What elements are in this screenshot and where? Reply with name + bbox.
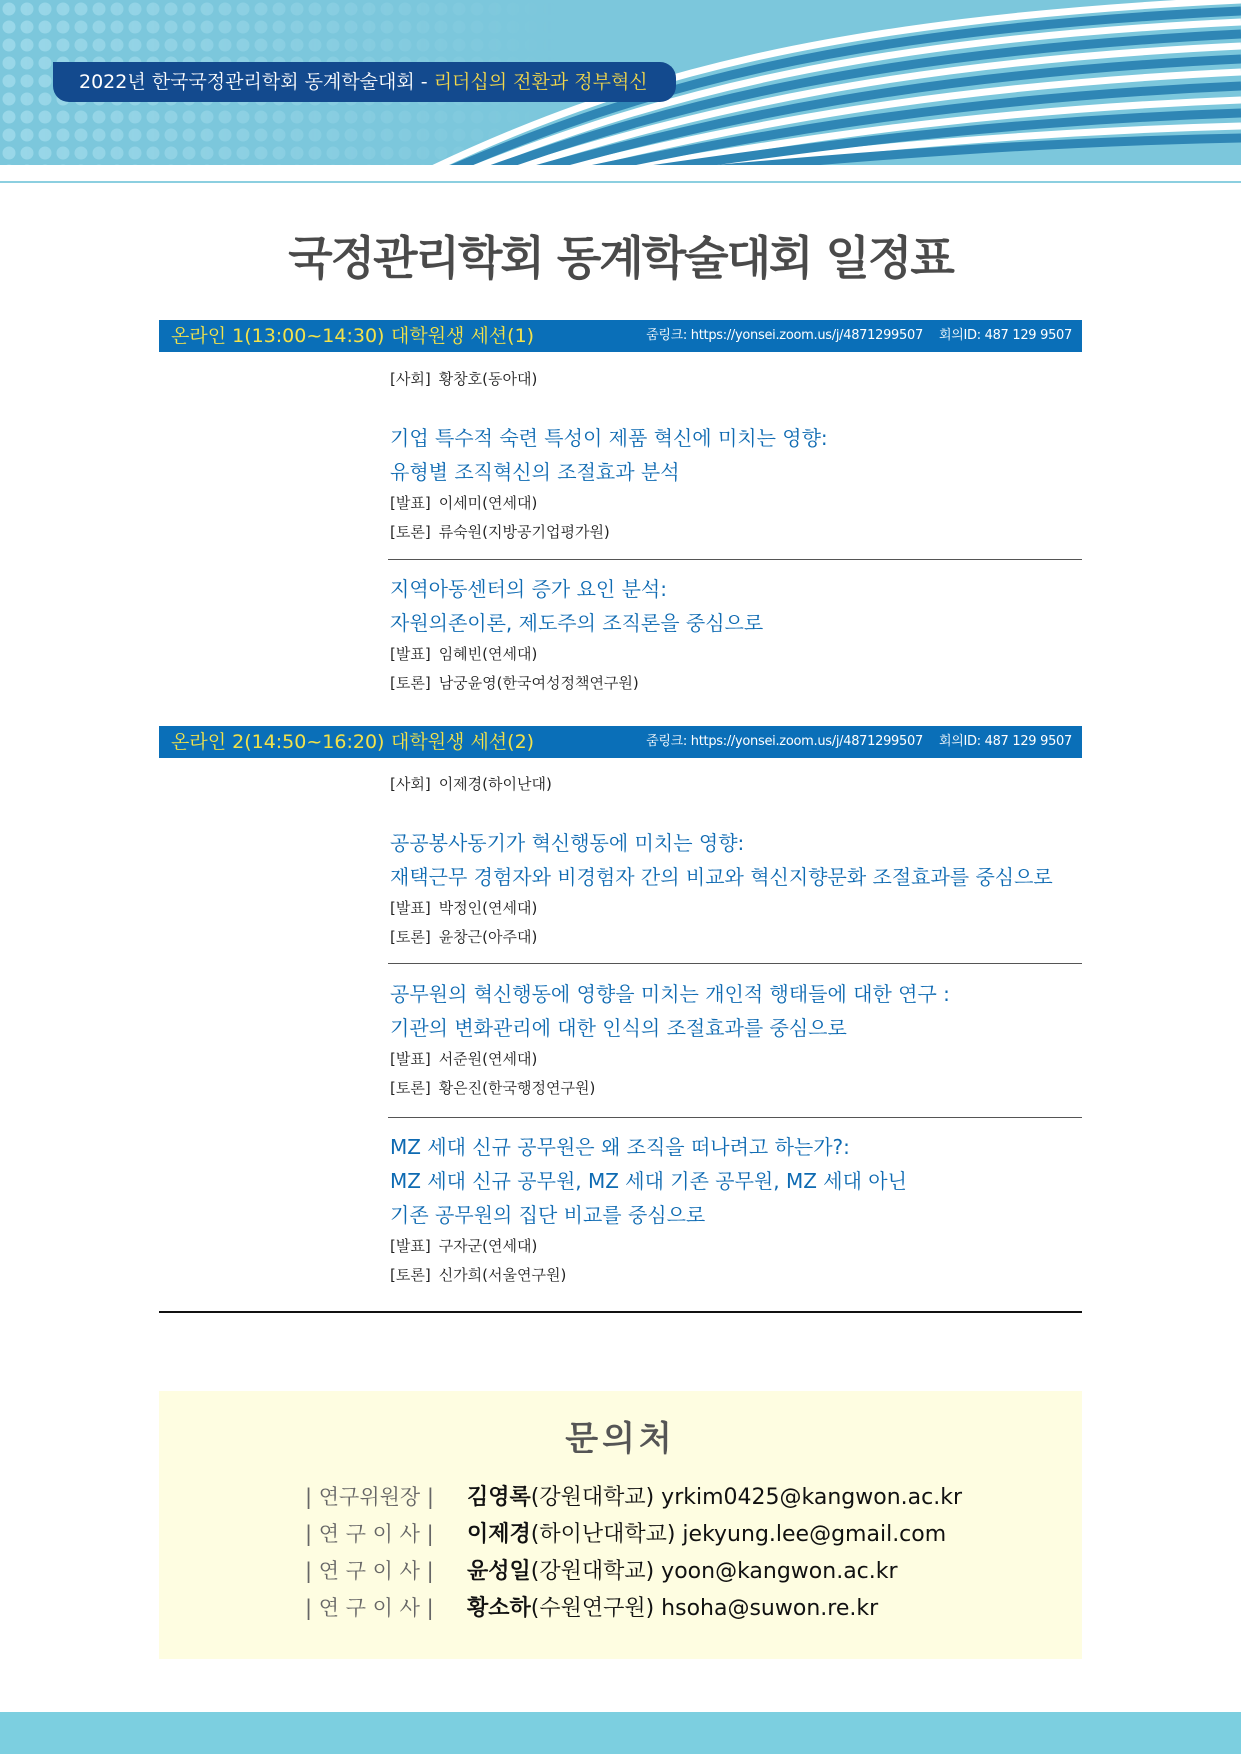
paper-2-3 [390, 1130, 1082, 1290]
schedule-end-rule [159, 1311, 1082, 1313]
paper-title-line: 기관의 변화관리에 대한 인식의 조절효과를 중심으로 [390, 1016, 847, 1040]
person-name: 윤창근(아주대) [438, 928, 538, 946]
session-zoom-info [646, 320, 1072, 352]
contact-name: 김영록 [467, 1485, 531, 1510]
paper-title-line: 지역아동센터의 증가 요인 분석: [390, 577, 667, 601]
contact-role: | 연구위원장 | [305, 1485, 434, 1509]
paper-title-line: MZ 세대 신규 공무원은 왜 조직을 떠나려고 하는가?: [390, 1135, 850, 1159]
paper-divider [388, 963, 1082, 964]
role-label: [토론] [390, 1079, 431, 1097]
contact-info[interactable]: (강원대학교) yoon@kangwon.ac.kr [530, 1559, 898, 1584]
contact-info[interactable]: (수원연구원) hsoha@suwon.re.kr [530, 1596, 879, 1621]
zoom-link[interactable]: 줌링크: https://yonsei.zoom.us/j/4871299507 [646, 734, 923, 749]
moderator-2 [390, 770, 1082, 799]
footer-band [0, 1712, 1241, 1754]
person-name: 이세미(연세대) [438, 494, 538, 512]
person-name: 남궁윤영(한국여성정책연구원) [438, 674, 639, 692]
person-name: 박정인(연세대) [438, 899, 538, 917]
contact-name: 이제경 [467, 1522, 531, 1547]
paper-title-line: 자원의존이론, 제도주의 조직론을 중심으로 [390, 611, 764, 635]
meeting-id: 회의ID: 487 129 9507 [938, 328, 1072, 343]
role-label: [발표] [390, 1050, 431, 1068]
session-bar-2 [159, 726, 1082, 758]
paper-1-2 [390, 572, 1082, 698]
person-name: 신가희(서울연구원) [438, 1266, 567, 1284]
role-label: [사회] [390, 775, 431, 793]
paper-1-1 [390, 421, 1082, 547]
banner-prefix: 2022년 한국국정관리학회 동계학술대회 - [79, 71, 434, 93]
session-time: 온라인 2(14:50~16:20) [171, 731, 385, 753]
person-name: 류숙원(지방공기업평가원) [438, 523, 610, 541]
role-label: [발표] [390, 645, 431, 663]
person-name: 황은진(한국행정연구원) [438, 1079, 596, 1097]
page-title: 국정관리학회 동계학술대회 일정표 [288, 231, 953, 285]
banner-tagline [53, 62, 676, 102]
session-bar-1 [159, 320, 1082, 352]
person-name: 서준원(연세대) [438, 1050, 538, 1068]
session-name: 대학원생 세션(2) [391, 731, 535, 753]
contact-info[interactable]: (하이난대학교) jekyung.lee@gmail.com [530, 1522, 947, 1547]
role-label: [토론] [390, 523, 431, 541]
header-banner [0, 0, 1241, 165]
contact-title: 문의처 [565, 1419, 676, 1459]
contact-row [305, 1590, 878, 1626]
person-name: 황창호(동아대) [438, 370, 538, 388]
paper-title-line: 공무원의 혁신행동에 영향을 미치는 개인적 행태들에 대한 연구 : [390, 982, 950, 1006]
contact-role: | 연 구 이 사 | [305, 1559, 434, 1583]
paper-2-1 [390, 826, 1082, 952]
contact-name: 황소하 [467, 1596, 531, 1621]
contact-role: | 연 구 이 사 | [305, 1596, 434, 1620]
person-name: 이제경(하이난대) [438, 775, 552, 793]
banner-highlight: 리더십의 전환과 정부혁신 [433, 71, 648, 93]
paper-title-line: 유형별 조직혁신의 조절효과 분석 [390, 460, 680, 484]
paper-title-line: 재택근무 경험자와 비경험자 간의 비교와 혁신지향문화 조절효과를 중심으로 [390, 865, 1053, 889]
contact-name: 윤성일 [467, 1559, 531, 1584]
contact-role: | 연 구 이 사 | [305, 1522, 434, 1546]
paper-divider [388, 1117, 1082, 1118]
contact-row [305, 1479, 962, 1515]
role-label: [토론] [390, 1266, 431, 1284]
role-label: [발표] [390, 494, 431, 512]
paper-title-line: 기업 특수적 숙련 특성이 제품 혁신에 미치는 영향: [390, 426, 828, 450]
paper-divider [388, 559, 1082, 560]
session-time: 온라인 1(13:00~14:30) [171, 325, 385, 347]
session-zoom-info [646, 726, 1072, 758]
moderator-1 [390, 365, 1082, 394]
paper-title-line: MZ 세대 신규 공무원, MZ 세대 기존 공무원, MZ 세대 아닌 [390, 1169, 907, 1193]
role-label: [발표] [390, 899, 431, 917]
contact-row [305, 1553, 898, 1589]
role-label: [사회] [390, 370, 431, 388]
role-label: [토론] [390, 674, 431, 692]
person-name: 임혜빈(연세대) [438, 645, 538, 663]
paper-title-line: 기존 공무원의 집단 비교를 중심으로 [390, 1203, 706, 1227]
paper-title-line: 공공봉사동기가 혁신행동에 미치는 영향: [390, 831, 745, 855]
zoom-link[interactable]: 줌링크: https://yonsei.zoom.us/j/4871299507 [646, 328, 923, 343]
paper-2-2 [390, 977, 1082, 1103]
contact-row [305, 1516, 946, 1552]
banner-divider [0, 181, 1241, 183]
role-label: [발표] [390, 1237, 431, 1255]
meeting-id: 회의ID: 487 129 9507 [938, 734, 1072, 749]
role-label: [토론] [390, 928, 431, 946]
contact-box [159, 1391, 1082, 1659]
contact-info[interactable]: (강원대학교) yrkim0425@kangwon.ac.kr [530, 1485, 963, 1510]
session-name: 대학원생 세션(1) [391, 325, 535, 347]
person-name: 구자군(연세대) [438, 1237, 538, 1255]
